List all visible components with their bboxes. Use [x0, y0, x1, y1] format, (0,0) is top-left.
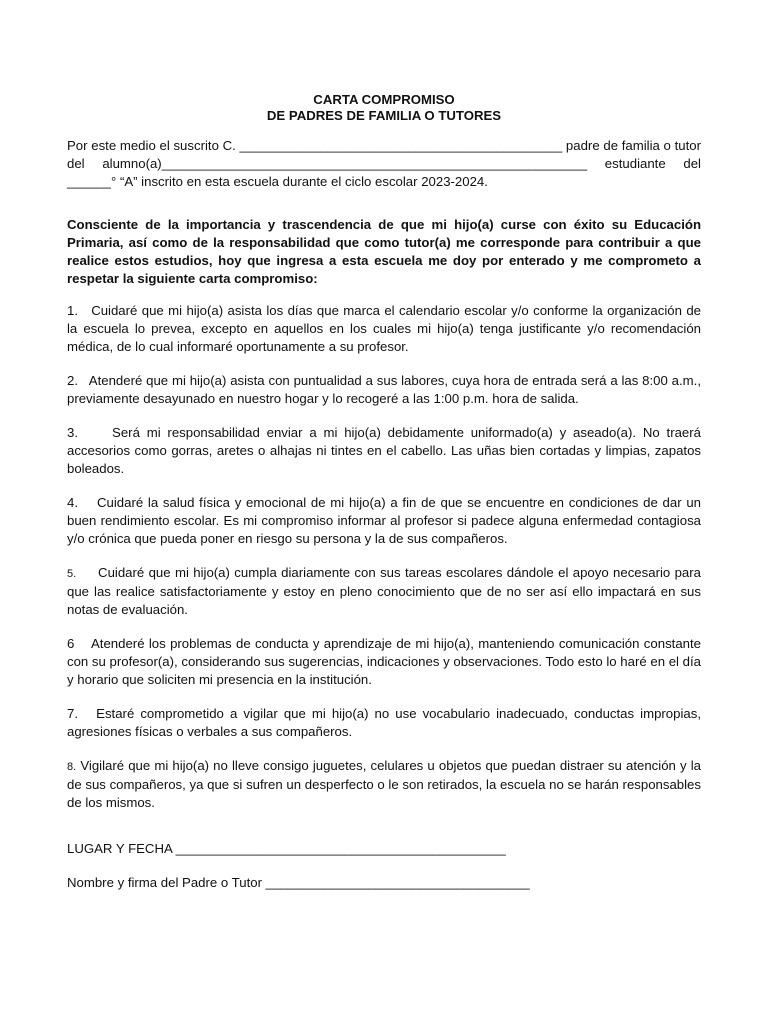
- title-line-2: DE PADRES DE FAMILIA O TUTORES: [266, 107, 502, 123]
- list-item-8: [67, 757, 701, 812]
- item-text: Atenderé que mi hijo(a) asista con puntualidad a sus labores, cuya hora de entrada será a las 8:00 a.m., previamente desayunado en nuestro hogar y lo recogeré a las 1:00 p.m. hora de salida.: [67, 373, 701, 406]
- list-item-1: [67, 302, 701, 356]
- item-number: 7.: [67, 706, 78, 721]
- item-number: 6: [67, 636, 75, 651]
- item-number: 3.: [67, 425, 78, 440]
- signature-line: Nombre y firma del Padre o Tutor ____________________________________: [67, 875, 530, 890]
- list-item-3: [67, 424, 701, 478]
- document-content: [67, 92, 701, 892]
- place-date-line: LUGAR Y FECHA _____________________________________________: [67, 841, 506, 856]
- item-text: Será mi responsabilidad enviar a mi hijo(a) debidamente uniformado(a) y aseado(a). No traerá accesorios como gorras, aretes o alhajas ni tintes en el cabello. Las uñas bien cortadas y limpias, zapatos boleados.: [67, 425, 701, 476]
- item-number: 5.: [67, 568, 77, 580]
- item-text: Cuidaré que mi hijo(a) cumpla diariamente con sus tareas escolares dándole el apoyo necesario para que las realice satisfactoriamente y estoy en pleno conocimiento que de no ser así ello impactará en sus notas de evaluación.: [67, 565, 701, 617]
- list-item-2: [67, 372, 701, 408]
- list-item-6: [67, 635, 701, 689]
- item-text: Vigilaré que mi hijo(a) no lleve consigo juguetes, celulares u objetos que puedan distraer su atención y la de sus compañeros, ya que si sufren un desperfecto o le son retirados, la escuela no se harán responsables de los mismos.: [67, 758, 701, 810]
- title-line-1: CARTA COMPROMISO: [313, 92, 455, 107]
- item-text: Atenderé los problemas de conducta y aprendizaje de mi hijo(a), manteniendo comunicación constante con su profesor(a), considerando sus sugerencias, indicaciones y observaciones. Todo esto lo haré en el día y horario que soliciten mi presencia en la institución.: [67, 636, 701, 687]
- list-item-5: [67, 564, 701, 619]
- item-text: Cuidaré que mi hijo(a) asista los días que marca el calendario escolar y/o conforme la organización de la escuela lo prevea, excepto en aquellos en los cuales mi hijo(a) tenga justificante y/o recomendación médica, de lo cual informaré oportunamente a su profesor.: [67, 303, 701, 354]
- commitment-statement: Consciente de la importancia y trascendencia de que mi hijo(a) curse con éxito su Educación Primaria, así como de la responsabilidad que como tutor(a) me corresponde para contribuir a que realice estos estudios, hoy que ingresa a esta escuela me doy por enterado y me comprometo a respetar la siguiente carta compromiso:: [67, 217, 701, 286]
- item-number: 1.: [67, 303, 78, 318]
- item-number: 2.: [67, 373, 78, 388]
- list-item-7: [67, 705, 701, 741]
- intro-paragraph: Por este medio el suscrito C. ____________________________________________ padre de familia o tutor del alumno(a)__________________________________________________________ estudiante del ______° “A” inscrito en esta escuela durante el ciclo escolar 2023-2024.: [67, 138, 701, 189]
- item-text: Estaré comprometido a vigilar que mi hijo(a) no use vocabulario inadecuado, conductas impropias, agresiones físicas o verbales a sus compañeros.: [67, 706, 701, 739]
- item-text: Cuidaré la salud física y emocional de mi hijo(a) a fin de que se encuentre en condiciones de dar un buen rendimiento escolar. Es mi compromiso informar al profesor si padece alguna enfermedad contagiosa y/o crónica que pueda poner en riesgo su persona y la de sus compañeros.: [67, 495, 702, 546]
- list-item-4: [67, 494, 701, 548]
- item-number: 8.: [67, 761, 77, 773]
- item-number: 4.: [67, 495, 78, 510]
